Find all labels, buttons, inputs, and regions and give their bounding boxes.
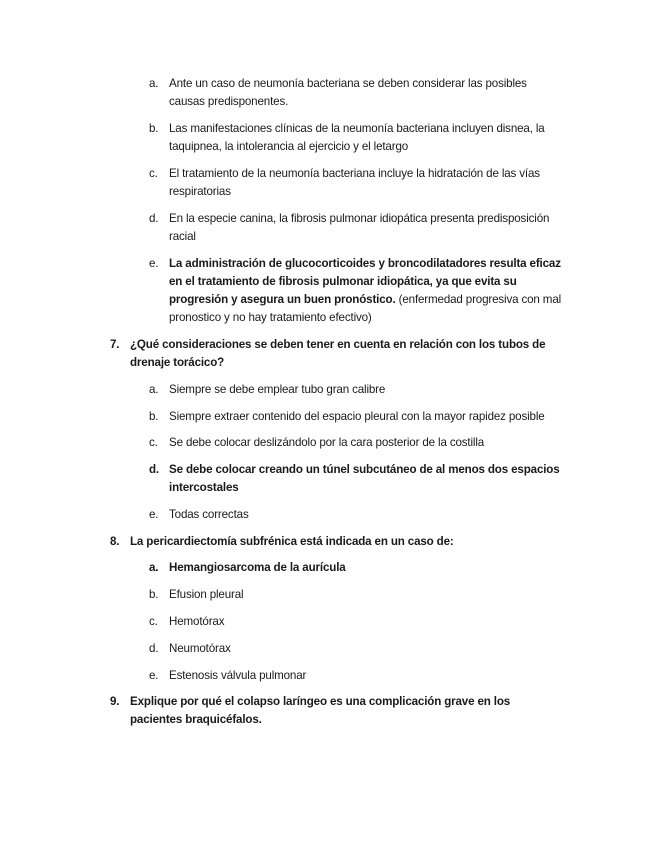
option-letter: e. (149, 508, 159, 521)
option-text: Siempre extraer contenido del espacio pleural con la mayor rapidez posible (169, 410, 545, 423)
option-text: Siempre se debe emplear tubo gran calibre (169, 383, 386, 396)
option-text: Todas correctas (169, 508, 249, 521)
option-text: Neumotórax (169, 642, 231, 655)
option-letter: d. (149, 642, 159, 655)
option-letter: a. (149, 77, 159, 90)
correct-answer-text: Se debe colocar creando un túnel subcutáneo de al menos dos espacios intercostales (169, 463, 560, 494)
option-text: En la especie canina, la fibrosis pulmonar idiopática presenta predisposición racial (169, 212, 550, 243)
option-letter: c. (149, 615, 158, 628)
question-number: 7. (110, 338, 120, 351)
option-letter: a. (149, 383, 159, 396)
option-letter: c. (149, 167, 158, 180)
option-letter: b. (149, 410, 159, 423)
option-letter: b. (149, 588, 159, 601)
option-text: Ante un caso de neumonía bacteriana se deben considerar las posibles causas predisponentes. (169, 77, 527, 108)
question-text: Explique por qué el colapso laríngeo es una complicación grave en los pacientes braquicéfalos. (130, 695, 511, 726)
option-letter: a. (149, 561, 159, 574)
option-letter: d. (149, 212, 159, 225)
option-text: Hemotórax (169, 615, 225, 628)
correct-answer-text: Hemangiosarcoma de la aurícula (169, 561, 346, 574)
correct-answer-text: La administración de glucocorticoides y broncodilatadores resulta eficaz en el tratamiento de fibrosis pulmonar idiopática, ya que evita su progresión y asegura un buen pronóstico. (169, 257, 561, 306)
option-text: Efusion pleural (169, 588, 244, 601)
option-text: Estenosis válvula pulmonar (169, 669, 307, 682)
option-letter: c. (149, 436, 158, 449)
option-letter: e. (149, 669, 159, 682)
option-letter: e. (149, 257, 159, 270)
option-text (169, 255, 564, 327)
option-text: Las manifestaciones clínicas de la neumonía bacteriana incluyen disnea, la taquipnea, la intolerancia al ejercicio y el letargo (169, 122, 545, 153)
question-number: 8. (110, 535, 120, 548)
question-text: La pericardiectomía subfrénica está indicada en un caso de: (130, 535, 454, 548)
option-text: El tratamiento de la neumonía bacteriana incluye la hidratación de las vías respiratorias (169, 167, 540, 198)
question-text: ¿Qué consideraciones se deben tener en cuenta en relación con los tubos de drenaje torácico? (130, 338, 546, 369)
option-letter: d. (149, 463, 160, 476)
question-number: 9. (110, 695, 120, 708)
answer-note: (enfermedad progresiva con mal pronostico y no hay tratamiento efectivo) (169, 293, 562, 324)
option-text: Se debe colocar deslizándolo por la cara posterior de la costilla (169, 436, 485, 449)
option-letter: b. (149, 122, 159, 135)
